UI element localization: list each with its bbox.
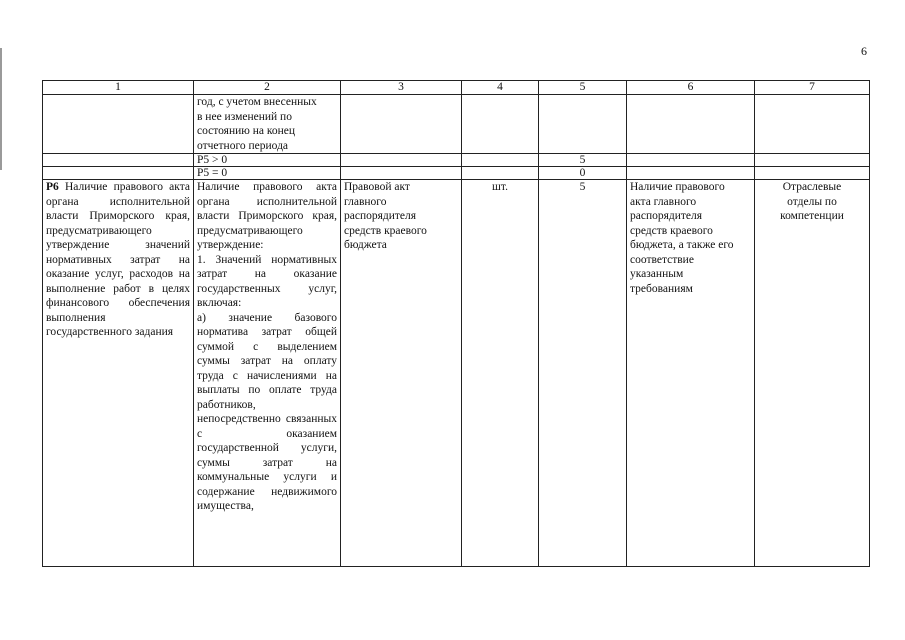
- p5-row-positive: [43, 154, 870, 167]
- header-cell-6: 6: [627, 81, 755, 95]
- continuation-row: [43, 95, 870, 154]
- header-cell-4: 4: [462, 81, 539, 95]
- p5-positive-condition: Р5 > 0: [194, 154, 341, 167]
- p5-positive-cell-6: [627, 154, 755, 167]
- p5-positive-cell-1: [43, 154, 194, 167]
- p6-row: [43, 180, 870, 567]
- cont-cell-5: [539, 95, 627, 154]
- header-cell-7: 7: [755, 81, 870, 95]
- header-cell-1: 1: [43, 81, 194, 95]
- cont-cell-6: [627, 95, 755, 154]
- p5-zero-condition: Р5 = 0: [194, 167, 341, 180]
- indicator-code: Р6: [46, 181, 59, 193]
- header-cell-5: 5: [539, 81, 627, 95]
- p5-zero-cell-4: [462, 167, 539, 180]
- criteria-table: [42, 80, 870, 567]
- indicator-name: Наличие правового акта органа исполнительной власти Приморского края, предусматривающего утверждение значений нормативных затрат на оказание услуг, расходов на выполнение работ в целях финансового обеспечения выполнения государственного задания: [46, 181, 190, 338]
- cont-cell-4: [462, 95, 539, 154]
- p5-zero-score: 0: [539, 167, 627, 180]
- p5-row-zero: [43, 167, 870, 180]
- cont-cell-7: [755, 95, 870, 154]
- p5-zero-cell-1: [43, 167, 194, 180]
- header-cell-2: 2: [194, 81, 341, 95]
- cont-cell-1: [43, 95, 194, 154]
- page-number: 6: [861, 44, 867, 58]
- p6-responsible-cell: Отраслевые отделы по компетенции: [755, 180, 870, 567]
- p5-zero-cell-6: [627, 167, 755, 180]
- cont-cell-2: год, с учетом внесенных в нее изменений по состоянию на конец отчетного периода: [194, 95, 341, 154]
- p6-indicator-cell: [43, 180, 194, 567]
- p6-criteria-cell: Наличие правового акта главного распорядителя средств краевого бюджета, а также его соответствие указанным требованиям: [627, 180, 755, 567]
- p6-score-cell: 5: [539, 180, 627, 567]
- p5-zero-cell-7: [755, 167, 870, 180]
- p6-source-cell: Правовой акт главного распорядителя средств краевого бюджета: [341, 180, 462, 567]
- header-row: [43, 81, 870, 95]
- p5-positive-score: 5: [539, 154, 627, 167]
- p5-positive-cell-4: [462, 154, 539, 167]
- p6-unit-cell: шт.: [462, 180, 539, 567]
- scan-edge-mark: [0, 48, 2, 170]
- p5-positive-cell-7: [755, 154, 870, 167]
- p6-calculation-cell: Наличие правового акта органа исполнительной власти Приморского края, предусматривающего утверждение: 1. Значений нормативных затрат на оказание государственных услуг, включая: а) значение базового норматива затрат общей суммой с выделением суммы затрат на оплату труда с начислениями на выплаты по оплате труда работников, непосредственно связанных с оказанием государственной услуги, суммы затрат на коммунальные услуги и содержание недвижимого имущества,: [194, 180, 341, 567]
- p5-zero-cell-3: [341, 167, 462, 180]
- cont-cell-3: [341, 95, 462, 154]
- p5-positive-cell-3: [341, 154, 462, 167]
- header-cell-3: 3: [341, 81, 462, 95]
